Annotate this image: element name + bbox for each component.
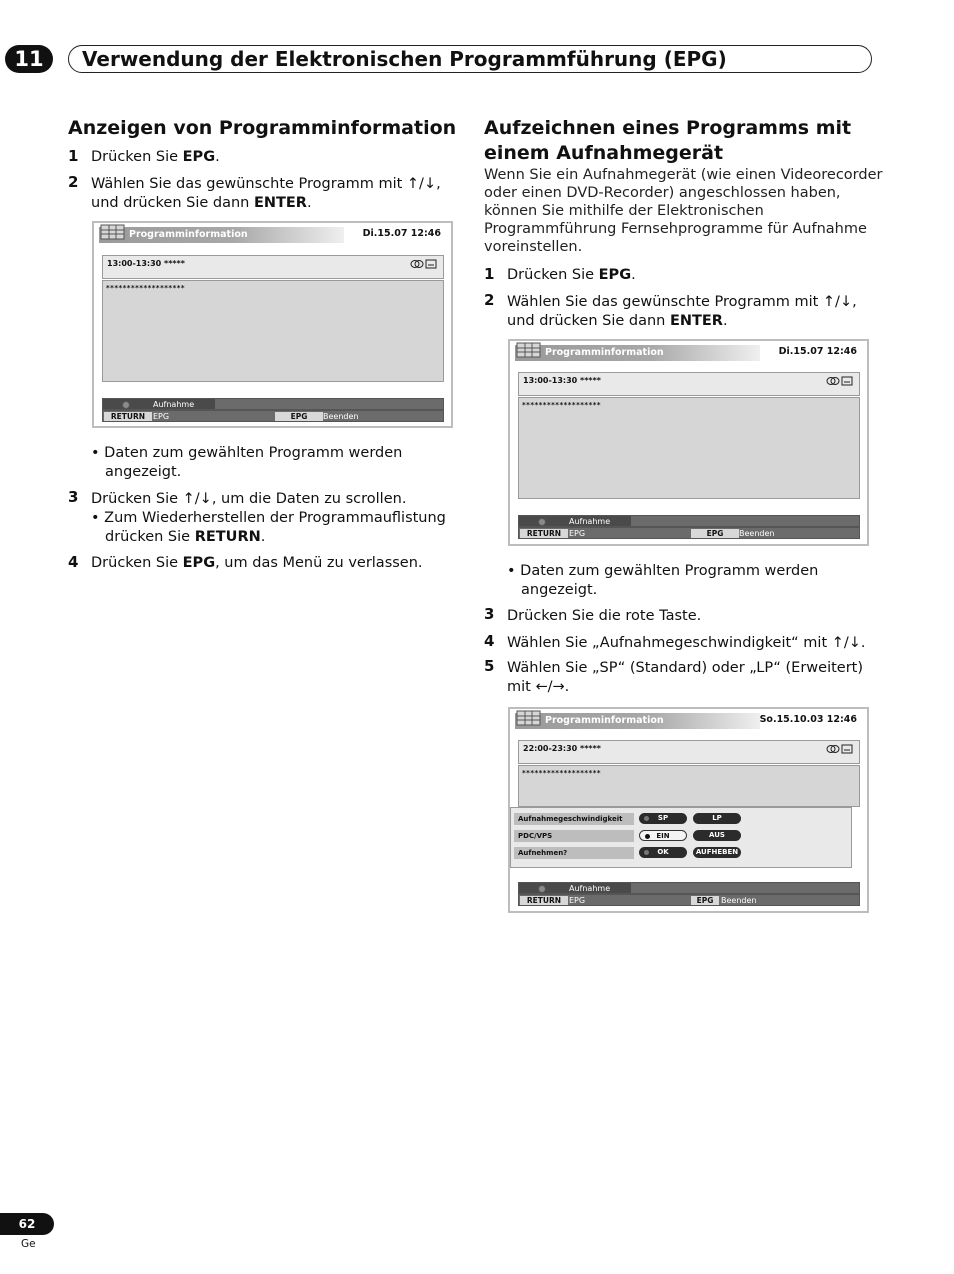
return-key: RETURN — [520, 529, 568, 538]
screen-datetime: So.15.10.03 12:46 — [759, 714, 857, 725]
program-description — [518, 397, 860, 499]
epg-screen-3 — [508, 707, 869, 913]
option-label: AUFHEBEN — [695, 848, 739, 856]
record-ok-option[interactable] — [639, 847, 687, 858]
step-number: 3 — [484, 605, 495, 623]
step-text: Wählen Sie das gewünschte Programm mit ↑/↓, — [507, 294, 857, 310]
screen-bottombar — [518, 882, 860, 907]
screen-bottombar — [518, 515, 860, 540]
program-description-text: ******************* — [522, 401, 602, 409]
epg-screen-2 — [508, 339, 869, 546]
right-step-4 — [507, 634, 866, 653]
right-heading — [484, 116, 851, 166]
return-label: EPG — [569, 529, 586, 538]
step-text: . — [215, 149, 220, 165]
return-key: RETURN — [104, 412, 152, 421]
left-bullet-1 — [91, 444, 402, 482]
step-number: 5 — [484, 657, 495, 675]
audio-subtitle-icon — [826, 744, 854, 754]
screen-titlebar — [515, 713, 760, 729]
setting-label: Aufnehmen? — [518, 849, 568, 857]
exit-label: Beenden — [721, 896, 757, 905]
radio-dot-icon — [644, 816, 649, 821]
red-button-icon — [538, 518, 546, 526]
setting-row-speed — [514, 813, 634, 825]
option-label: EIN — [656, 832, 670, 840]
screen-title: Programminformation — [545, 715, 664, 726]
screen-datetime: Di.15.07 12:46 — [778, 346, 857, 357]
exit-label: Beenden — [739, 529, 775, 538]
right-intro — [484, 166, 882, 256]
setting-label: Aufnahmegeschwindigkeit — [518, 815, 623, 823]
return-key: RETURN — [520, 896, 568, 905]
return-label: EPG — [153, 412, 170, 421]
step-text: und drücken Sie dann — [91, 195, 254, 211]
program-description — [102, 280, 444, 382]
epg-screen-1 — [92, 221, 453, 428]
language-code: Ge — [21, 1238, 36, 1250]
heading-line: Aufzeichnen eines Programms mit — [484, 117, 852, 139]
epg-key: EPG — [691, 529, 739, 538]
left-step-1 — [91, 148, 220, 167]
record-settings-box — [510, 807, 852, 868]
option-label: SP — [657, 814, 669, 822]
key-epg: EPG — [182, 555, 216, 571]
bullet-text: . — [260, 529, 266, 545]
right-step-1 — [507, 266, 636, 285]
intro-line: können Sie mithilfe der Elektronischen — [484, 203, 764, 219]
speed-lp-option[interactable] — [693, 813, 741, 824]
step-text: Wählen Sie „SP“ (Standard) oder „LP“ (Erweitert) — [507, 660, 864, 676]
right-step-3 — [507, 607, 701, 626]
record-cancel-option[interactable] — [693, 847, 741, 858]
step-text: . — [722, 313, 728, 329]
left-step-2 — [91, 175, 441, 213]
step-number: 4 — [484, 632, 495, 650]
option-label: LP — [712, 814, 722, 822]
left-step-3 — [91, 490, 446, 547]
return-label: EPG — [569, 896, 586, 905]
epg-key: EPG — [275, 412, 323, 421]
intro-line: Wenn Sie ein Aufnahmegerät (wie einen Videorecorder — [484, 167, 883, 183]
program-grid-icon — [516, 709, 542, 727]
bullet-text: • Zum Wiederherstellen der Programmauflistung — [91, 510, 446, 526]
step-text: Wählen Sie „Aufnahmegeschwindigkeit“ mit ↑/↓. — [507, 635, 866, 651]
speed-sp-option[interactable] — [639, 813, 687, 824]
step-text: Drücken Sie ↑/↓, um die Daten zu scrollen. — [91, 491, 407, 507]
bullet-text: drücken Sie — [105, 529, 195, 545]
record-label: Aufnahme — [569, 884, 611, 893]
step-text: . — [631, 267, 636, 283]
screen-title: Programminformation — [545, 347, 664, 358]
step-text: Drücken Sie — [91, 149, 183, 165]
program-time-row — [102, 255, 444, 279]
step-number: 1 — [484, 265, 495, 283]
setting-row-pdc — [514, 830, 634, 842]
screen-bottombar — [102, 398, 444, 423]
right-step-2 — [507, 293, 857, 331]
epg-key: EPG — [691, 896, 719, 905]
step-text: Wählen Sie das gewünschte Programm mit ↑/↓, — [91, 176, 441, 192]
right-bullet-1 — [507, 562, 818, 600]
key-return: RETURN — [194, 529, 261, 545]
bullet-text: • Daten zum gewählten Programm werden — [91, 445, 403, 461]
program-description-text: ******************* — [106, 284, 186, 292]
red-button-icon — [538, 885, 546, 893]
exit-label: Beenden — [323, 412, 359, 421]
intro-line: Programmführung Fernsehprogramme für Aufnahme — [484, 221, 867, 237]
program-description — [518, 765, 860, 807]
screen-datetime: Di.15.07 12:46 — [362, 228, 441, 239]
left-heading: Anzeigen von Programminformation — [68, 117, 457, 139]
step-text: mit ←/→. — [507, 679, 570, 695]
setting-label: PDC/VPS — [518, 832, 553, 840]
step-text: Drücken Sie — [91, 555, 183, 571]
key-enter: ENTER — [253, 195, 307, 211]
pdc-on-option[interactable] — [639, 830, 687, 841]
step-number: 2 — [484, 291, 495, 309]
step-number: 3 — [68, 488, 79, 506]
left-step-4 — [91, 554, 423, 573]
intro-line: oder einen DVD-Recorder) angeschlossen haben, — [484, 185, 841, 201]
chapter-number-badge: 11 — [5, 45, 53, 73]
page-number: 62 — [0, 1213, 54, 1235]
option-label: AUS — [709, 831, 725, 839]
program-grid-icon — [516, 341, 542, 359]
program-description-text: ******************* — [522, 769, 602, 777]
bullet-text: • Daten zum gewählten Programm werden — [507, 563, 819, 579]
step-text: , um das Menü zu verlassen. — [215, 555, 423, 571]
step-number: 4 — [68, 553, 79, 571]
step-number: 2 — [68, 173, 79, 191]
step-text: Drücken Sie die rote Taste. — [507, 608, 702, 624]
chapter-title: Verwendung der Elektronischen Programmführung (EPG) — [82, 47, 727, 71]
program-time: 22:00-23:30 ***** — [523, 744, 601, 753]
screen-titlebar — [99, 227, 344, 243]
heading-line: einem Aufnahmegerät — [484, 142, 724, 164]
program-time: 13:00-13:30 ***** — [107, 259, 185, 268]
key-epg: EPG — [598, 267, 632, 283]
right-step-5 — [507, 659, 863, 697]
step-text: und drücken Sie dann — [507, 313, 670, 329]
screen-titlebar — [515, 345, 760, 361]
bullet-text: angezeigt. — [521, 582, 598, 598]
key-epg: EPG — [182, 149, 216, 165]
radio-dot-icon — [645, 834, 650, 839]
intro-line: voreinstellen. — [484, 239, 583, 255]
red-button-icon — [122, 401, 130, 409]
option-label: OK — [657, 848, 669, 856]
program-grid-icon — [100, 223, 126, 241]
record-label: Aufnahme — [153, 400, 195, 409]
bullet-text: angezeigt. — [105, 464, 182, 480]
step-text: . — [306, 195, 312, 211]
program-time-row — [518, 740, 860, 764]
step-text: Drücken Sie — [507, 267, 599, 283]
radio-dot-icon — [644, 850, 649, 855]
step-number: 1 — [68, 147, 79, 165]
screen-title: Programminformation — [129, 229, 248, 240]
pdc-off-option[interactable] — [693, 830, 741, 841]
audio-subtitle-icon — [826, 376, 854, 386]
audio-subtitle-icon — [410, 259, 438, 269]
setting-row-record — [514, 847, 634, 859]
record-label: Aufnahme — [569, 517, 611, 526]
program-time: 13:00-13:30 ***** — [523, 376, 601, 385]
key-enter: ENTER — [669, 313, 723, 329]
program-time-row — [518, 372, 860, 396]
